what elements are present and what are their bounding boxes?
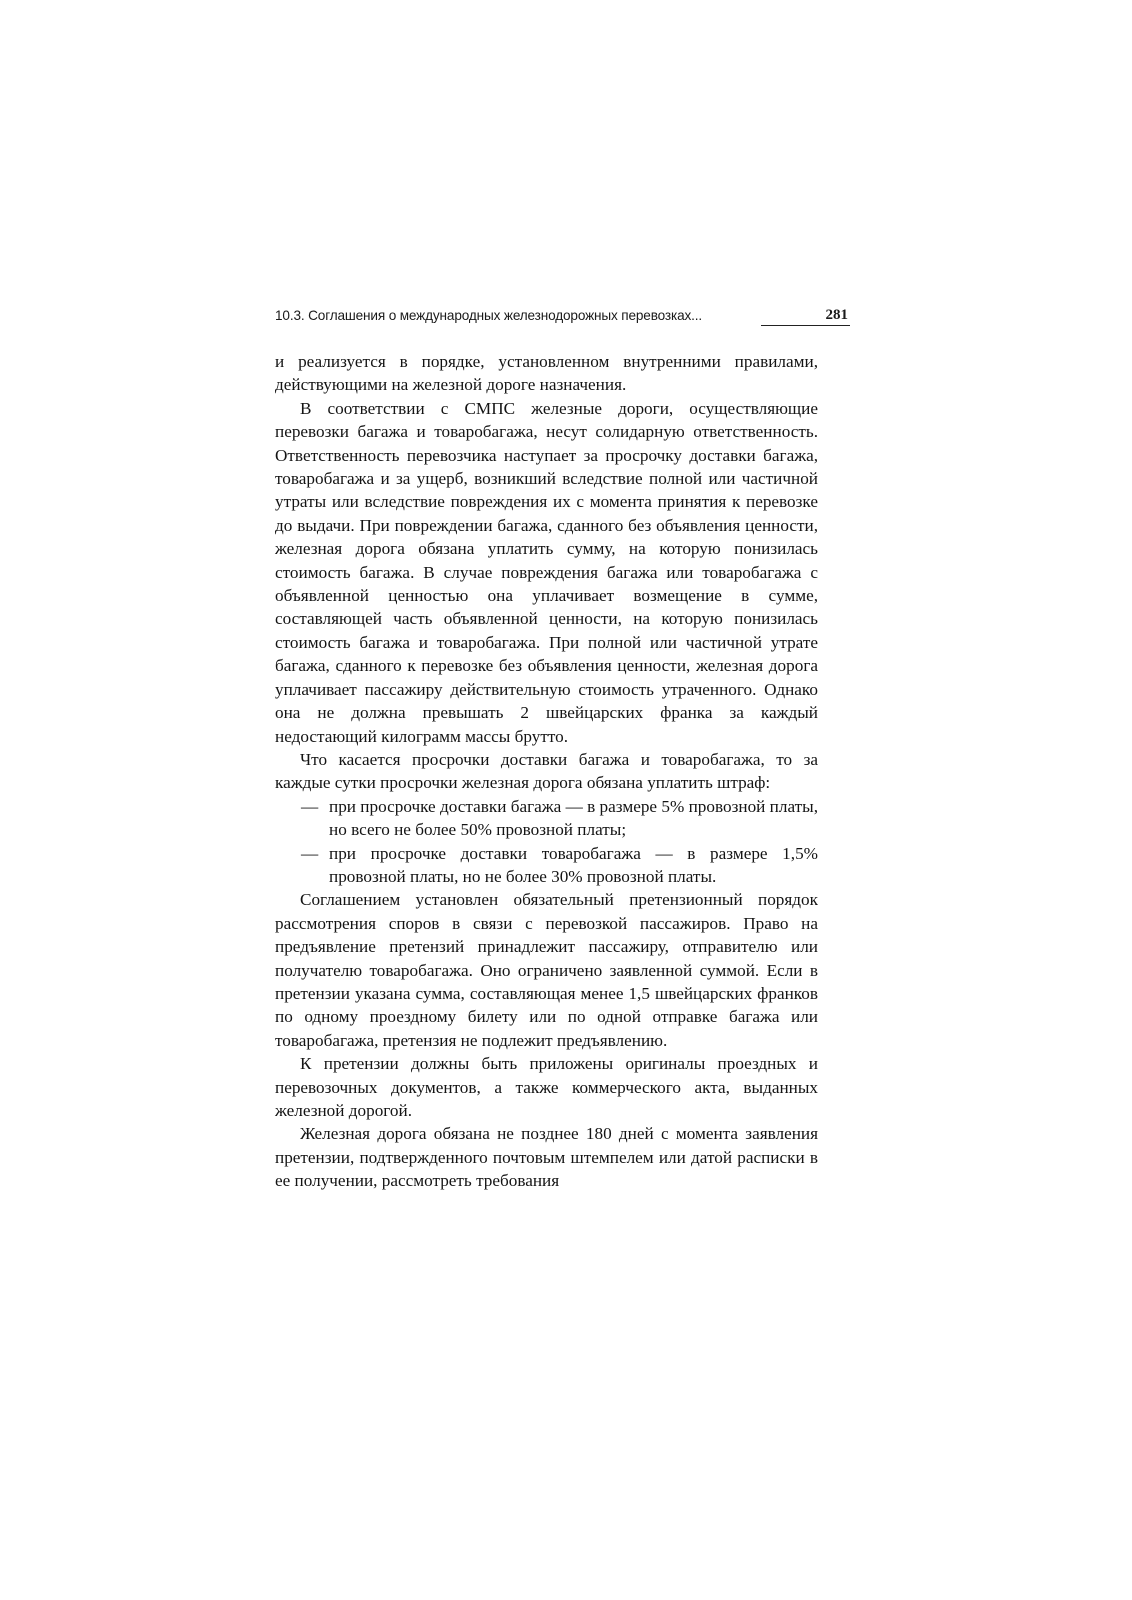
penalty-list [275,795,818,889]
paragraph: Железная дорога обязана не позднее 180 дней с момента заявления претензии, подтвержденного почтовым штемпелем или датой расписки в ее получении, рассмотреть требования [275,1124,818,1191]
list-item-text: при просрочке доставки товаробагажа — в размере 1,5% провозной платы, но не более 30% провозной платы. [329,843,818,886]
paragraph: и реализуется в порядке, установленном внутренними правилами, действующими на железной дороге назначения. [275,352,818,395]
list-item [301,795,818,842]
paragraph: Соглашением установлен обязательный претензионный порядок рассмотрения споров в связи с перевозкой пассажиров. Право на предъявление претензий принадлежит пассажиру, отправителю или получателю товаробагажа. Оно ограничено заявленной суммой. Если в претензии указана сумма, составляющая менее 1,5 швейцарских франков по одному проездному билету или по одной отправке багажа или товаробагажа, претензия не подлежит предъявлению. [275,890,818,1050]
list-dash: — [301,796,319,816]
list-item-text: при просрочке доставки багажа — в размере 5% провозной платы, но всего не более 50% провозной платы; [329,796,818,840]
header-rule [761,325,850,326]
paragraph: К претензии должны быть приложены оригиналы проездных и перевозочных документов, а также коммерческого акта, выданных железной дорогой. [275,1054,818,1120]
body-text [275,350,818,1193]
list-dash: — [301,843,319,863]
page-number: 281 [825,307,848,323]
list-item [301,842,818,889]
running-title: 10.3. Соглашения о международных железнодорожных перевозках... [275,308,703,323]
running-header [275,306,850,330]
paragraph: В соответствии с СМПС железные дороги, осуществляющие перевозки багажа и товаробагажа, несут солидарную ответственность. Ответственность перевозчика наступает за просрочку доставки багажа, товаробагажа и за ущерб, возникший вследствие полной или частичной утраты или вследствие повреждения их с момента принятия к перевозке до выдачи. При повреждении багажа, сданного без объявления ценности, железная дорога обязана уплатить сумму, на которую понизилась стоимость багажа. В случае повреждения багажа или товаробагажа с объявленной ценностью она уплачивает возмещение в сумме, составляющей часть объявленной ценности, на которую понизилась стоимость багажа и товаробагажа. При полной или частичной утрате багажа, сданного к перевозке без объявления ценности, железная дорога уплачивает пассажиру действительную стоимость утраченного. Однако она не должна превышать 2 швейцарских франка за каждый недостающий килограмм массы брутто. [275,398,818,746]
paragraph: Что касается просрочки доставки багажа и товаробагажа, то за каждые сутки просрочки железная дорога обязана уплатить штраф: [275,749,818,793]
